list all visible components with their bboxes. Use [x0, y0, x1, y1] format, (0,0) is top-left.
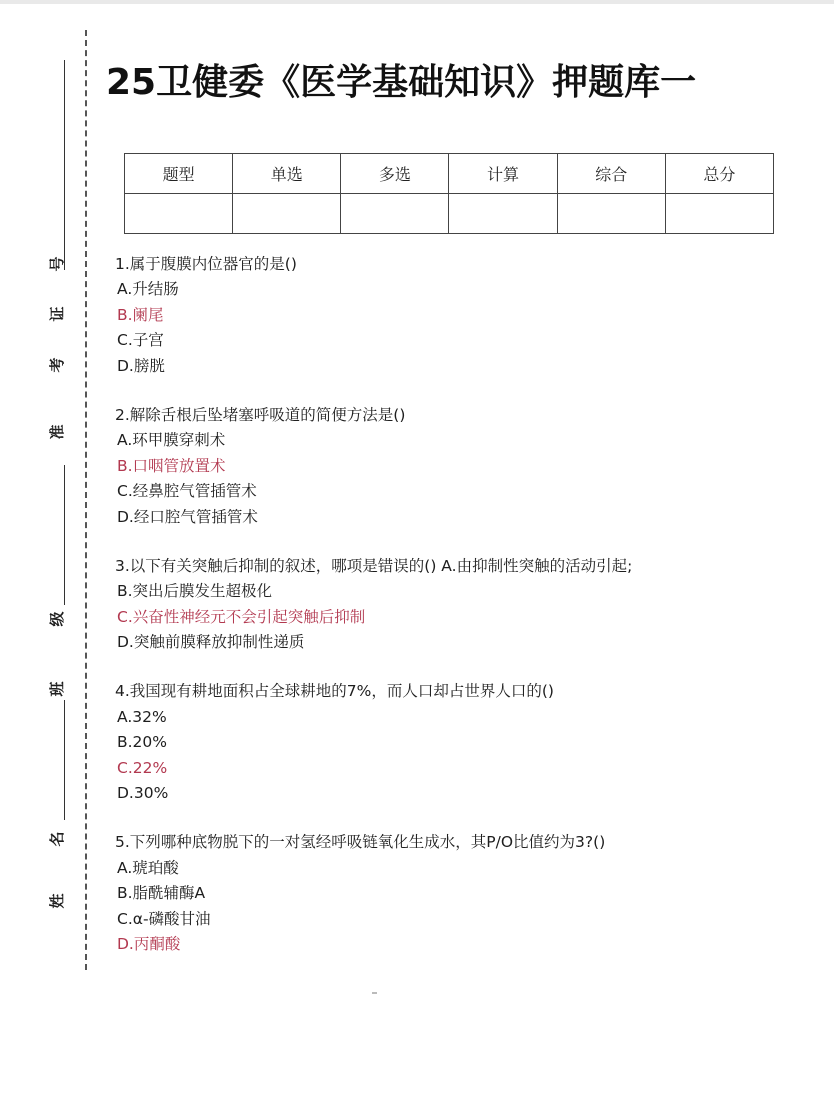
option: C.子宫 [117, 331, 164, 350]
top-border [0, 0, 834, 4]
side-char: 考 [48, 357, 66, 373]
option: C.经鼻腔气管插管术 [117, 482, 257, 501]
option: C.22% [117, 758, 168, 777]
option: B.阑尾 [117, 305, 164, 324]
option: A.32% [117, 707, 167, 726]
option: B.脂酰辅酶A [117, 884, 206, 903]
class-blank-line [64, 465, 65, 605]
question-stem: 2.解除舌根后坠堵塞呼吸道的简便方法是() [115, 405, 406, 424]
side-char: 名 [48, 831, 66, 847]
option: C.兴奋性神经元不会引起突触后抑制 [117, 607, 366, 626]
question-stem: 4.我国现有耕地面积占全球耕地的7%，而人口却占世界人口的() [115, 682, 554, 701]
question-stem: 3.以下有关突触后抑制的叙述，哪项是错误的() A.由抑制性突触的活动引起; [115, 556, 633, 575]
side-char: 姓 [48, 893, 66, 909]
question [115, 554, 815, 656]
header-cell: 单选 [233, 154, 341, 194]
question [115, 679, 815, 806]
score-cell[interactable] [557, 194, 665, 234]
option: D.膀胱 [117, 356, 165, 375]
option: B.突出后膜发生超极化 [117, 582, 273, 601]
score-cell[interactable] [233, 194, 341, 234]
option: D.突触前膜释放抑制性递质 [117, 633, 305, 652]
name-blank-line [64, 700, 65, 820]
side-char: 号 [48, 256, 66, 272]
header-cell: 综合 [557, 154, 665, 194]
option: B.20% [117, 733, 168, 752]
binding-dashed-line [85, 30, 87, 970]
question [115, 252, 815, 379]
side-char: 准 [48, 424, 66, 440]
option: B.口咽管放置术 [117, 456, 226, 475]
score-table-header-row [125, 154, 774, 194]
option: A.环甲膜穿刺术 [117, 431, 226, 450]
question-stem: 1.属于腹膜内位器官的是() [115, 255, 297, 273]
side-char: 证 [48, 306, 66, 322]
question-stem: 5.下列哪种底物脱下的一对氢经呼吸链氧化生成水，其P/O比值约为3?() [115, 833, 606, 852]
score-cell[interactable] [341, 194, 449, 234]
score-cell[interactable] [125, 194, 233, 234]
score-table-value-row [125, 194, 774, 234]
score-cell[interactable] [449, 194, 557, 234]
question [115, 403, 815, 530]
question [115, 830, 815, 957]
score-cell[interactable] [665, 194, 773, 234]
page-mark [372, 992, 377, 994]
option: D.30% [117, 784, 169, 803]
option: A.琥珀酸 [117, 858, 179, 877]
option: C.α-磷酸甘油 [117, 909, 211, 928]
side-char: 级 [48, 611, 66, 627]
question-list [115, 252, 815, 981]
exam-number-blank-line [64, 60, 65, 270]
page-title: 25卫健委《医学基础知识》押题库一 [106, 62, 697, 103]
score-table [124, 153, 774, 234]
side-char: 班 [48, 681, 66, 697]
header-cell: 总分 [665, 154, 773, 194]
option: D.经口腔气管插管术 [117, 507, 258, 526]
option: D.丙酮酸 [117, 934, 181, 953]
header-cell: 题型 [125, 154, 233, 194]
option: A.升结肠 [117, 280, 179, 299]
header-cell: 多选 [341, 154, 449, 194]
header-cell: 计算 [449, 154, 557, 194]
